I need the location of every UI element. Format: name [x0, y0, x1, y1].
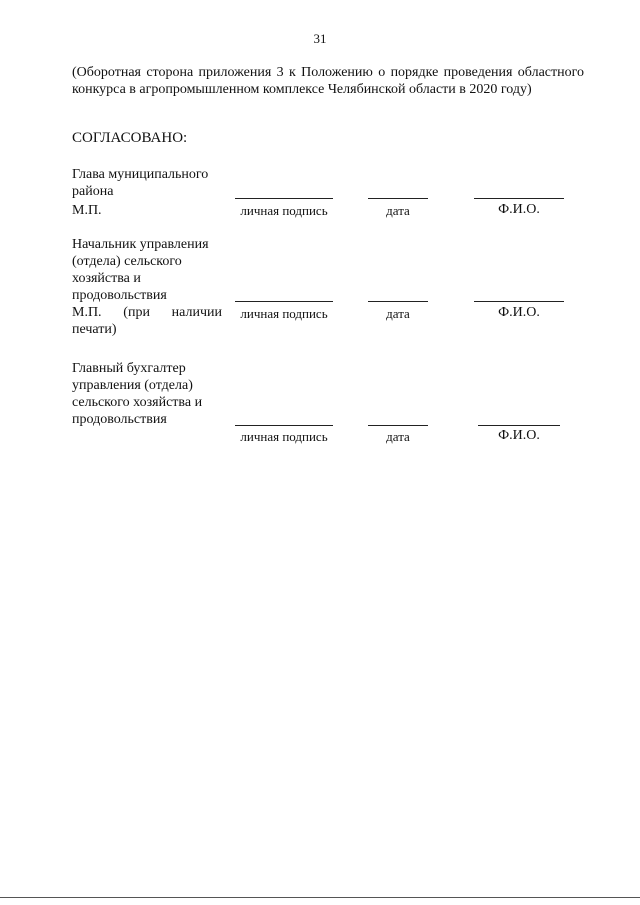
signature-caption: личная подпись [240, 203, 328, 218]
block-title-line: Главный бухгалтер [72, 361, 186, 376]
signature-line [235, 425, 333, 426]
date-caption: дата [386, 429, 410, 444]
block-title-line: продовольствия [72, 412, 167, 427]
date-line [368, 198, 428, 199]
date-line [368, 301, 428, 302]
date-caption: дата [386, 203, 410, 218]
agreed-label: СОГЛАСОВАНО: [72, 130, 188, 146]
block-title-line: продовольствия [72, 288, 167, 303]
signature-caption: личная подпись [240, 429, 328, 444]
block-title-line: Начальник управления [72, 237, 209, 252]
block-title-line: Глава муниципального [72, 167, 209, 182]
header-text: (Оборотная сторона приложения 3 к Положению о порядке проведения областного конкурса в агропромышленном комплексе Челябинской области в 2020 году) [72, 65, 584, 97]
signature-caption: личная подпись [240, 306, 328, 321]
signature-line [235, 198, 333, 199]
date-caption: дата [386, 306, 410, 321]
fio-line [474, 301, 564, 302]
block-title-line: (отдела) сельского [72, 254, 182, 269]
page-bottom-edge [0, 897, 640, 898]
page-number: 31 [313, 31, 327, 46]
date-line [368, 425, 428, 426]
block-title-line: хозяйства и [72, 271, 141, 286]
signature-line [235, 301, 333, 302]
stamp-label-cont: печати) [72, 322, 117, 337]
fio-caption: Ф.И.О. [498, 202, 540, 217]
block-title-line: управления (отдела) [72, 378, 193, 393]
fio-caption: Ф.И.О. [498, 428, 540, 443]
fio-line [474, 198, 564, 199]
stamp-label: М.П. (при наличии [72, 305, 222, 320]
block-title-line: сельского хозяйства и [72, 395, 203, 410]
fio-caption: Ф.И.О. [498, 305, 540, 320]
stamp-label: М.П. [72, 203, 102, 218]
fio-line [478, 425, 560, 426]
block-title-line: района [72, 184, 114, 199]
